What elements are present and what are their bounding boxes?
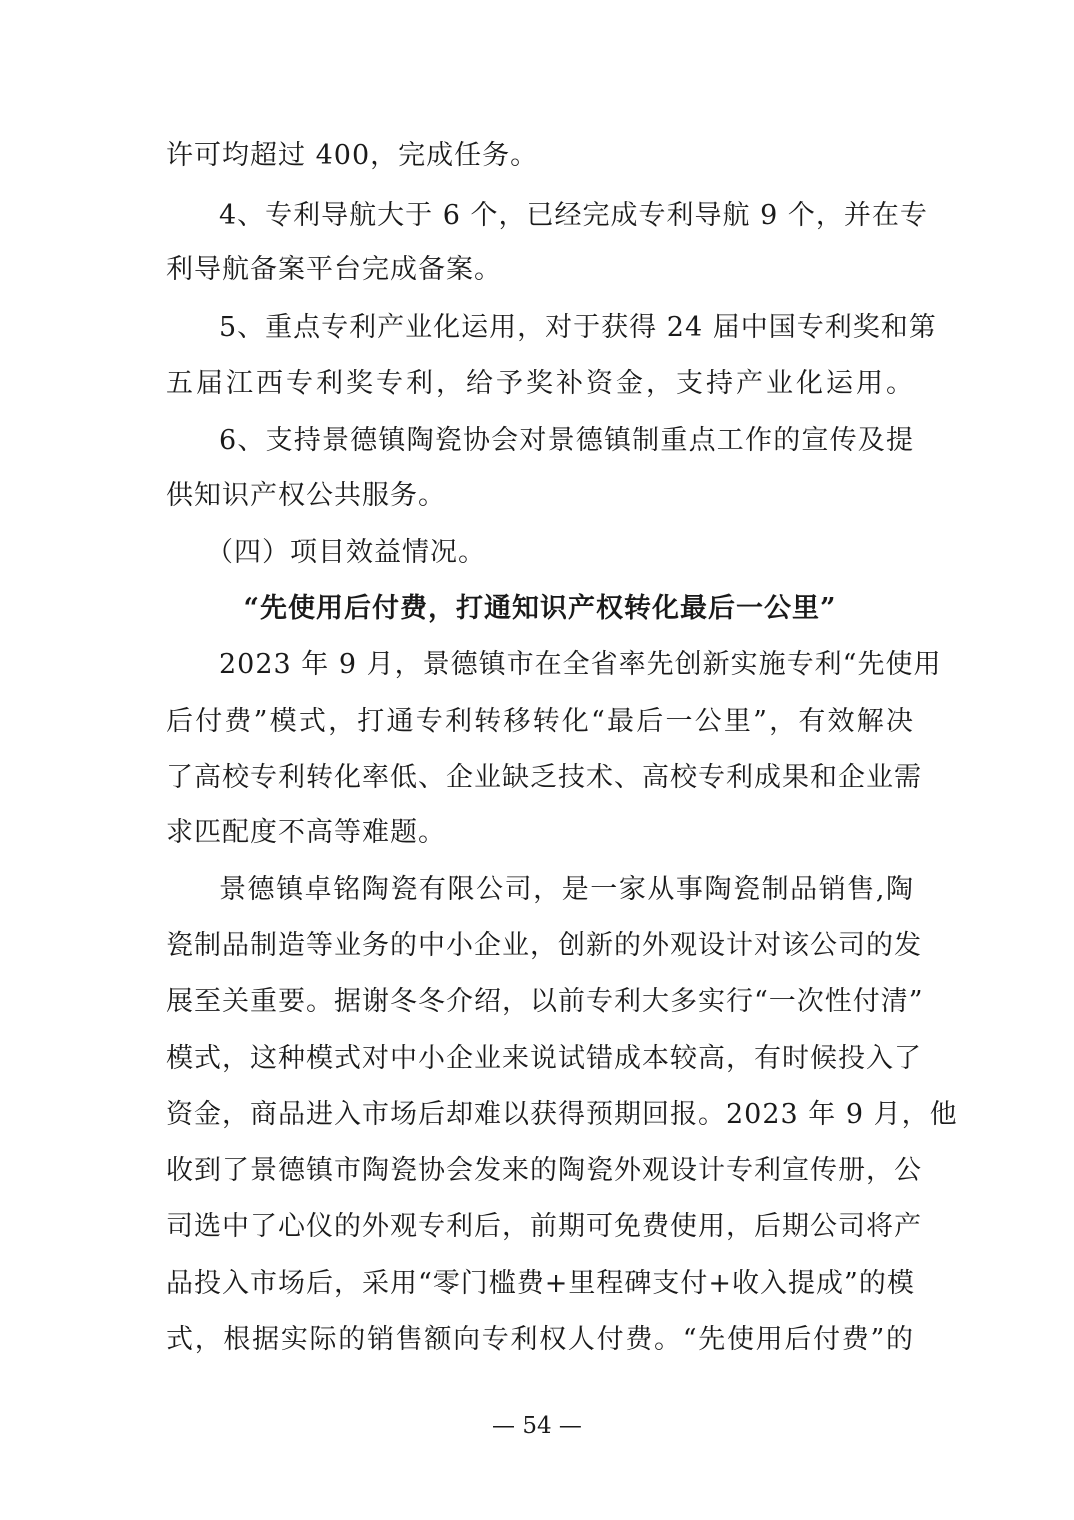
text-line: 展至关重要。据谢冬冬介绍，以前专利大多实行“一次性付清”: [166, 986, 924, 1017]
text-line: 6、支持景德镇陶瓷协会对景德镇制重点工作的宣传及提: [219, 425, 914, 456]
text-line: 司选中了心仪的外观专利后，前期可免费使用，后期公司将产: [166, 1211, 922, 1242]
text-line: 品投入市场后，采用“零门槛费+里程碑支付+收入提成”的模: [166, 1268, 915, 1299]
text-line: 许可均超过 400，完成任务。: [166, 140, 539, 171]
text-line: 4、专利导航大于 6 个，已经完成专利导航 9 个，并在专: [219, 200, 928, 231]
text-line: 供知识产权公共服务。: [166, 480, 446, 511]
text-line: 收到了景德镇市陶瓷协会发来的陶瓷外观设计专利宣传册，公: [166, 1155, 922, 1186]
text-line: 5、重点专利产业化运用，对于获得 24 届中国专利奖和第: [219, 312, 937, 343]
text-line: 模式，这种模式对中小企业来说试错成本较高，有时候投入了: [166, 1043, 922, 1074]
text-line: 资金，商品进入市场后却难以获得预期回报。2023 年 9 月，他: [166, 1099, 958, 1130]
text-line: 后付费”模式，打通专利转移转化“最后一公里”，有效解决: [166, 706, 914, 737]
text-line: 式，根据实际的销售额向专利权人付费。“先使用后付费”的: [166, 1324, 914, 1355]
text-line: 五届江西专利奖专利，给予奖补资金，支持产业化运用。: [166, 368, 914, 399]
text-line: 2023 年 9 月，景德镇市在全省率先创新实施专利“先使用: [219, 649, 942, 680]
text-line: 了高校专利转化率低、企业缺乏技术、高校专利成果和企业需: [166, 762, 922, 793]
text-line: 求匹配度不高等难题。: [166, 817, 446, 848]
page-number: — 54 —: [492, 1413, 582, 1439]
text-line: 瓷制品制造等业务的中小企业，创新的外观设计对该公司的发: [166, 930, 922, 961]
section-heading: （四）项目效益情况。: [206, 537, 486, 568]
article-title: “先使用后付费，打通知识产权转化最后一公里”: [243, 593, 837, 624]
text-line: 景德镇卓铭陶瓷有限公司，是一家从事陶瓷制品销售,陶: [219, 874, 914, 905]
text-line: 利导航备案平台完成备案。: [166, 254, 502, 285]
